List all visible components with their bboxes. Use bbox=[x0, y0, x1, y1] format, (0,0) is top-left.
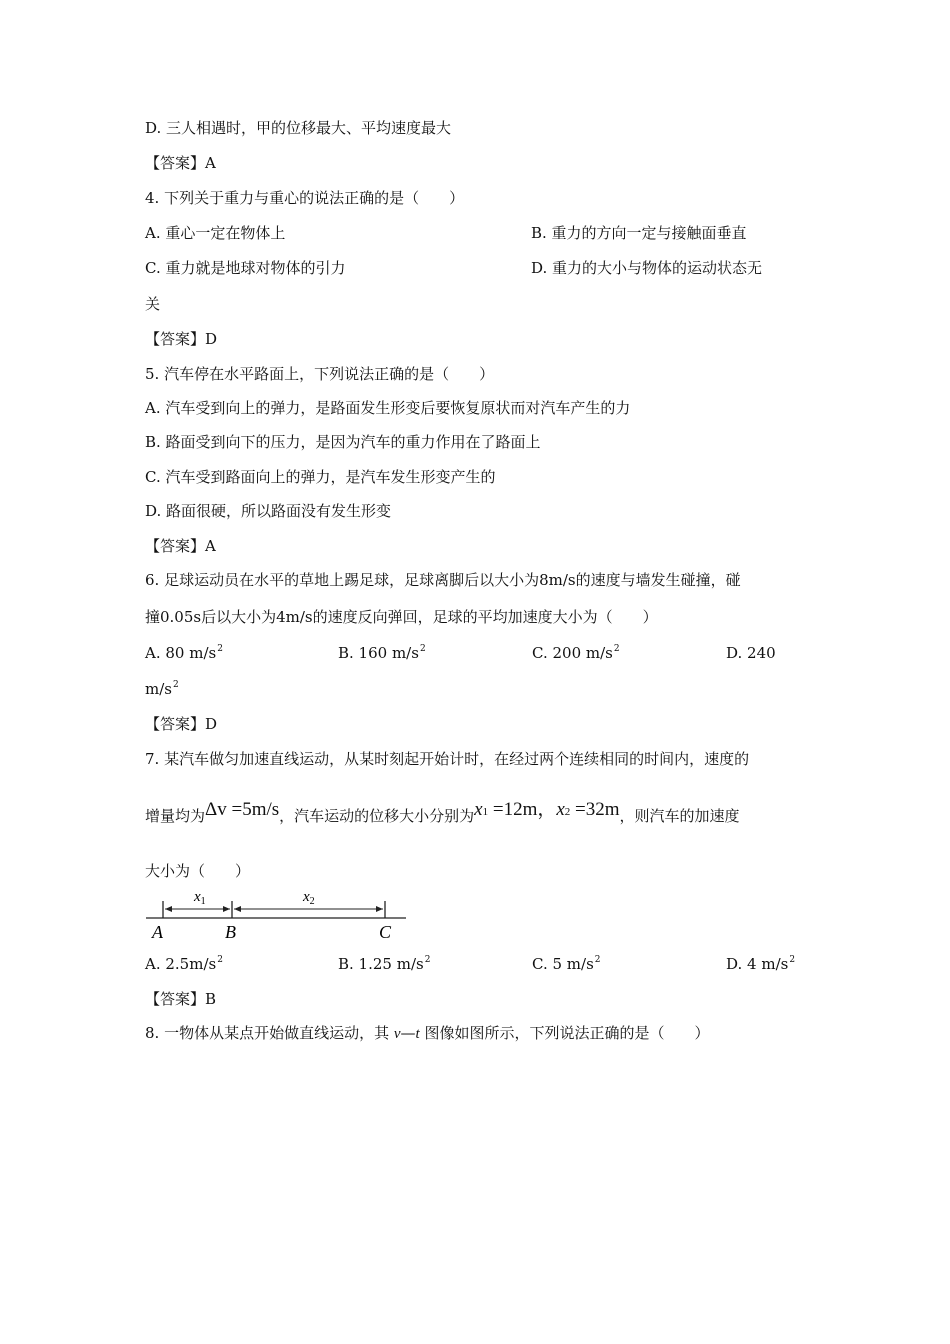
q7-stem-line2: 增量均为Δv =5m/s，汽车运动的位移大小分别为x1 =12m，x2 =32m，则汽车的加速度 bbox=[145, 799, 740, 825]
q7-x1-expr: x1 =12m，x2 =32m bbox=[474, 799, 620, 820]
q5-stem: 5. 汽车停在水平路面上，下列说法正确的是（ ） bbox=[145, 365, 495, 383]
q6-option-d-wrap: $m/s^2$ bbox=[145, 680, 179, 698]
q5-option-c: C. 汽车受到路面向上的弹力，是汽车发生形变产生的 bbox=[145, 468, 496, 486]
q5-answer: 【答案】A bbox=[145, 537, 216, 555]
label-a: A bbox=[152, 922, 163, 942]
q6-option-d: D. 240 bbox=[726, 644, 776, 662]
q3-answer: 【答案】A bbox=[145, 154, 216, 172]
q5-option-d: D. 路面很硬，所以路面没有发生形变 bbox=[145, 502, 392, 520]
q4-option-c: C. 重力就是地球对物体的引力 bbox=[145, 259, 346, 277]
q7-option-a: A. $2.5m/s^2$ bbox=[145, 955, 223, 973]
q7-delta-v: Δv =5m/s bbox=[205, 799, 280, 820]
q5-option-a: A. 汽车受到向上的弹力，是路面发生形变后要恢复原状而对汽车产生的力 bbox=[145, 399, 631, 417]
q7-answer: 【答案】B bbox=[145, 990, 217, 1008]
q4-stem: 4. 下列关于重力与重心的说法正确的是（ ） bbox=[145, 189, 465, 207]
label-c: C bbox=[379, 922, 392, 942]
q4-option-d: D. 重力的大小与物体的运动状态无 bbox=[531, 259, 763, 277]
q8-stem: 8. 一物体从某点开始做直线运动，其 v—t 图像如图所示，下列说法正确的是（ ） bbox=[145, 1024, 710, 1042]
q7-option-d: D. 4 $m/s^2$ bbox=[726, 955, 796, 973]
q4-option-a: A. 重心一定在物体上 bbox=[145, 224, 286, 242]
q7-stem-line1: 7. 某汽车做匀加速直线运动，从某时刻起开始计时，在经过两个连续相同的时间内，速度的 bbox=[145, 750, 750, 768]
q6-option-b: B. 160 $m/s^2$ bbox=[338, 644, 426, 662]
q7-option-b: B. 1.25 $m/s^2$ bbox=[338, 955, 431, 973]
q4-answer: 【答案】D bbox=[145, 330, 218, 348]
q3-option-d: D. 三人相遇时，甲的位移最大、平均速度最大 bbox=[145, 119, 452, 137]
label-x2: $x_2$ bbox=[303, 889, 315, 907]
q7-stem-line3: 大小为（ ） bbox=[145, 862, 251, 880]
q4-option-b: B. 重力的方向一定与接触面垂直 bbox=[531, 224, 747, 242]
q4-option-d-wrap: 关 bbox=[145, 295, 161, 313]
q7-option-c: C. 5 $m/s^2$ bbox=[532, 955, 601, 973]
q6-answer: 【答案】D bbox=[145, 715, 218, 733]
label-x1: $x_1$ bbox=[194, 889, 206, 907]
q7-displacement-diagram bbox=[140, 885, 410, 947]
q6-option-a: A. 80 $m/s^2$ bbox=[145, 644, 223, 662]
q6-stem-line2: 撞0.05s后以大小为4m/s的速度反向弹回，足球的平均加速度大小为（ ） bbox=[145, 608, 658, 626]
q5-option-b: B. 路面受到向下的压力，是因为汽车的重力作用在了路面上 bbox=[145, 433, 541, 451]
q6-stem-line1: 6. 足球运动员在水平的草地上踢足球，足球离脚后以大小为8m/s的速度与墙发生碰撞，碰 bbox=[145, 571, 741, 589]
label-b: B bbox=[225, 922, 236, 942]
q6-option-c: C. 200 $m/s^2$ bbox=[532, 644, 620, 662]
